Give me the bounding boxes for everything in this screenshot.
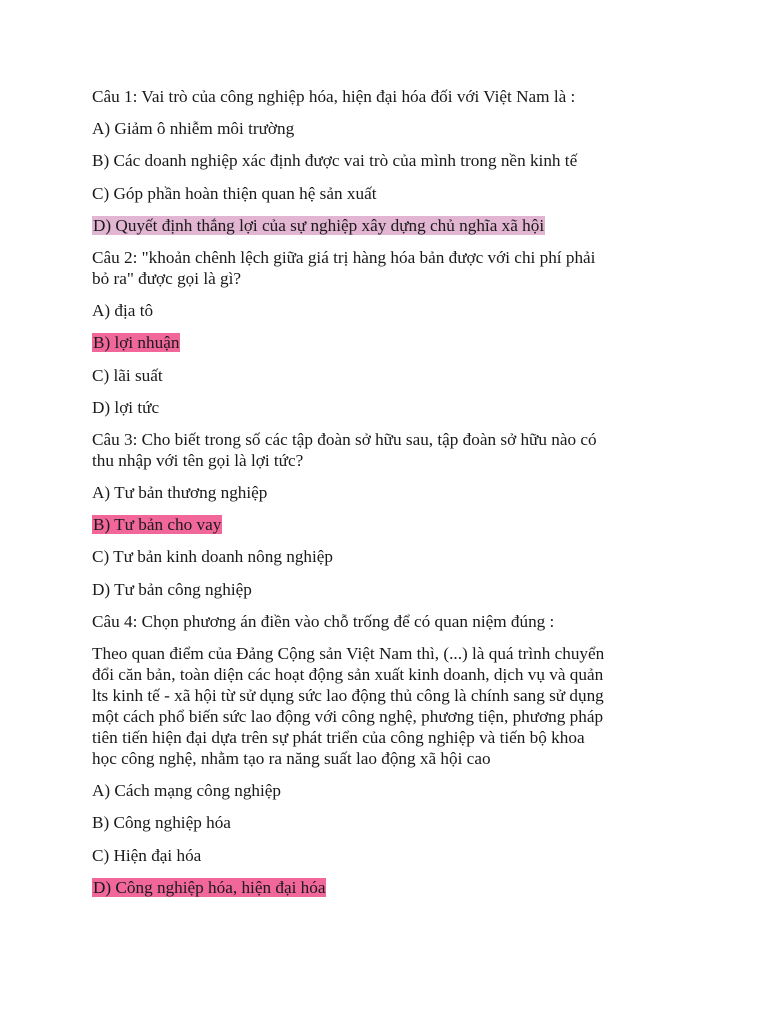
question-1-option-d-highlighted bbox=[92, 215, 682, 236]
highlight: D) Công nghiệp hóa, hiện đại hóa bbox=[93, 877, 326, 897]
question-2-option-c: C) lãi suất bbox=[92, 365, 163, 385]
passage-line: Theo quan điểm của Đảng Cộng sản Việt Nam thì, (...) là quá trình chuyển bbox=[92, 644, 605, 663]
prompt-line: bỏ ra" được gọi là gì? bbox=[92, 268, 242, 288]
question-3-option-d: D) Tư bản công nghiệp bbox=[92, 579, 252, 599]
question-3-option-b-highlighted bbox=[92, 514, 682, 535]
passage-line: học công nghệ, nhằm tạo ra năng suất lao động xã hội cao bbox=[92, 749, 491, 768]
question-4-prompt: Câu 4: Chọn phương án điền vào chỗ trống để có quan niệm đúng : bbox=[92, 611, 555, 631]
question-4-option-a: A) Cách mạng công nghiệp bbox=[92, 781, 282, 801]
highlight: B) Tư bản cho vay bbox=[93, 515, 222, 535]
highlight: D) Quyết định thắng lợi của sự nghiệp xây dựng chủ nghĩa xã hội bbox=[93, 215, 545, 235]
question-3-prompt bbox=[92, 429, 682, 471]
passage-line: tiên tiến hiện đại dựa trên sự phát triển của công nghiệp và tiến bộ khoa bbox=[92, 728, 585, 747]
question-2-prompt bbox=[92, 247, 682, 289]
question-1-option-c: C) Góp phần hoàn thiện quan hệ sản xuất bbox=[92, 183, 377, 203]
question-4-passage bbox=[92, 643, 682, 769]
question-3-option-a: A) Tư bản thương nghiệp bbox=[92, 483, 268, 503]
question-4-option-c: C) Hiện đại hóa bbox=[92, 845, 202, 865]
prompt-line: Câu 3: Cho biết trong số các tập đoàn sở hữu sau, tập đoàn sở hữu nào có bbox=[92, 429, 597, 449]
question-2-option-d: D) lợi tức bbox=[92, 397, 160, 417]
question-2-option-b-highlighted bbox=[92, 332, 682, 353]
passage-line: lts kinh tế - xã hội từ sử dụng sức lao động thủ công là chính sang sử dụng bbox=[92, 686, 604, 705]
question-3-option-c: C) Tư bản kinh doanh nông nghiệp bbox=[92, 547, 334, 567]
passage-line: đổi căn bản, toàn diện các hoạt động sản xuất kinh doanh, dịch vụ và quản bbox=[92, 665, 604, 684]
question-4-option-d-highlighted bbox=[92, 877, 682, 898]
passage-line: một cách phổ biến sức lao động với công nghệ, phương tiện, phương pháp bbox=[92, 707, 604, 726]
question-4-option-b: B) Công nghiệp hóa bbox=[92, 813, 231, 833]
question-1-option-a: A) Giảm ô nhiễm môi trường bbox=[92, 119, 295, 139]
quiz-content bbox=[92, 86, 682, 909]
question-1-option-b: B) Các doanh nghiệp xác định được vai trò của mình trong nền kinh tế bbox=[92, 151, 578, 171]
prompt-line: thu nhập với tên gọi là lợi tức? bbox=[92, 450, 304, 470]
question-1-prompt: Câu 1: Vai trò của công nghiệp hóa, hiện đại hóa đối với Việt Nam là : bbox=[92, 87, 576, 106]
question-2-option-a: A) địa tô bbox=[92, 301, 154, 321]
highlight: B) lợi nhuận bbox=[93, 333, 180, 353]
prompt-line: Câu 2: "khoản chênh lệch giữa giá trị hàng hóa bản được với chi phí phải bbox=[92, 247, 596, 267]
